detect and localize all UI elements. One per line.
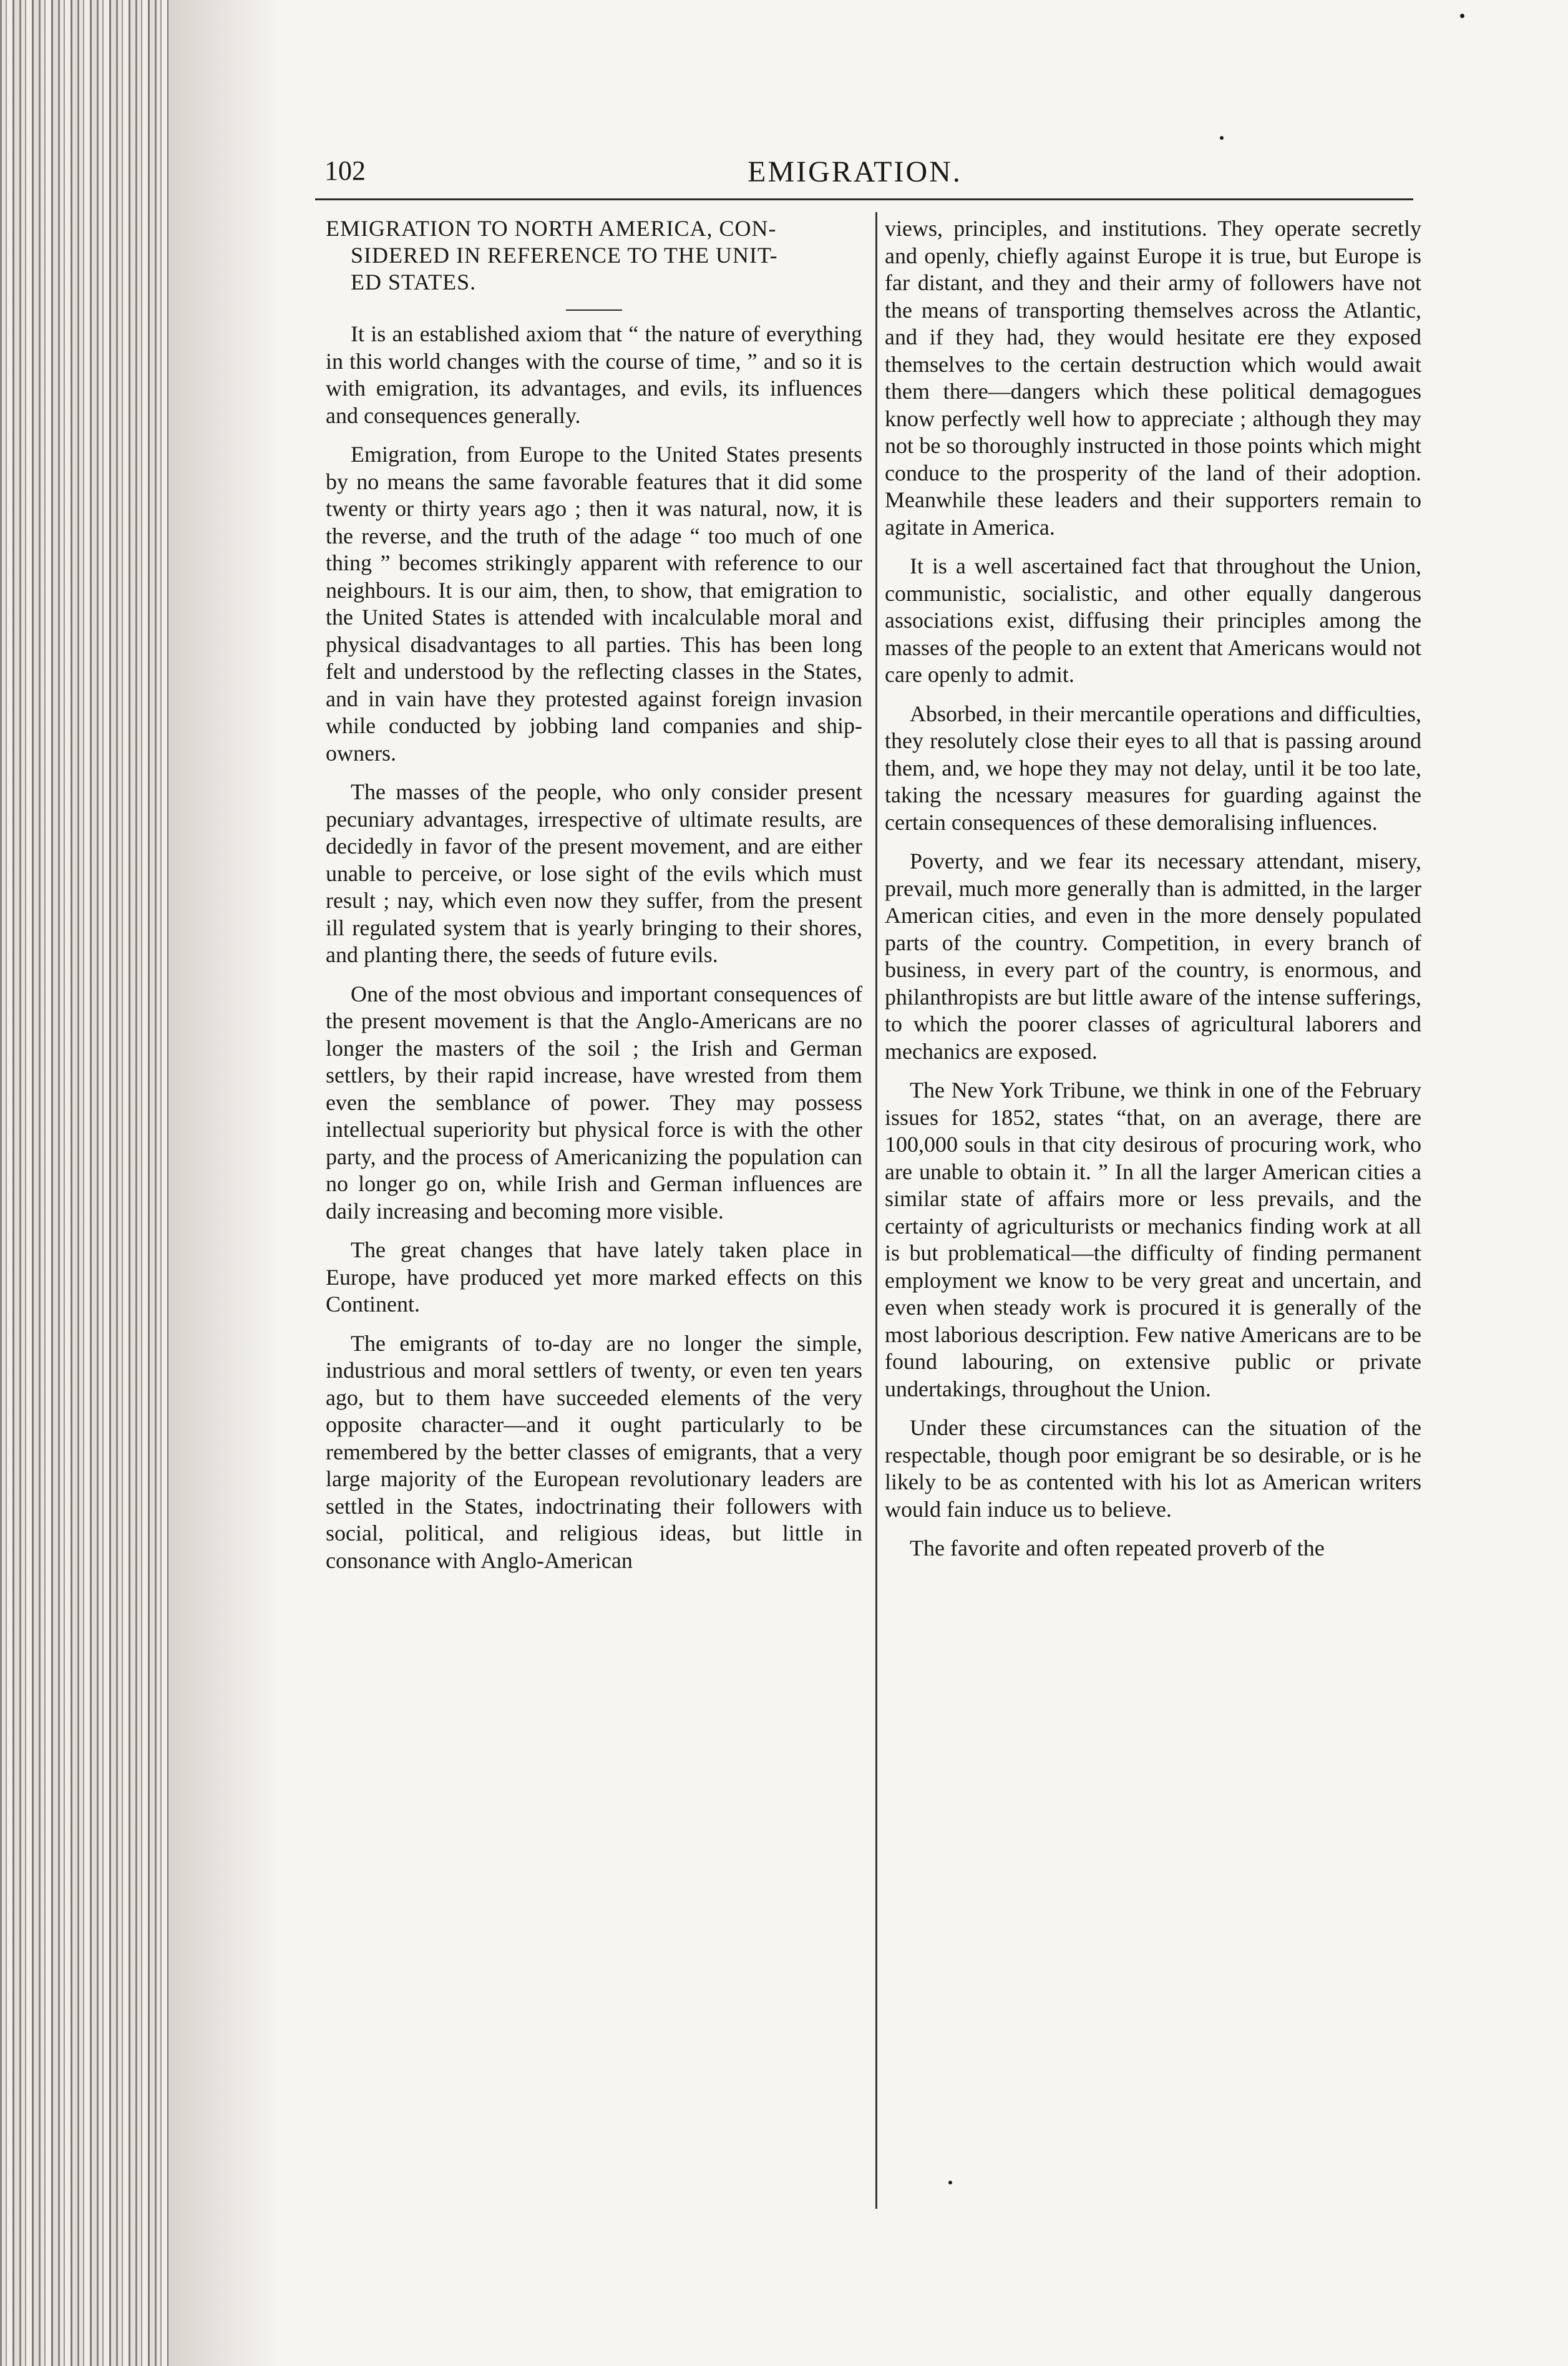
print-speck bbox=[948, 2181, 952, 2184]
page-number: 102 bbox=[324, 155, 366, 186]
column-divider bbox=[875, 212, 877, 2209]
page-header bbox=[324, 155, 1385, 198]
paragraph: One of the most obvious and important consequences of the present movement is that the Anglo-Americans are no longer the masters of the soil ; the Irish and German settlers, by their rapid increase, have wrested from them even the semblance of power. They may possess intellectual superiority but physical force is with the other party, and the process of Americanizing the population can no longer go on, while Irish and German influences are daily increasing and becoming more visible. bbox=[326, 981, 862, 1224]
title-rule bbox=[566, 309, 622, 311]
paragraph: The great changes that have lately taken place in Europe, have produced yet more marked effects on this Continent. bbox=[326, 1237, 862, 1317]
paragraph: Emigration, from Europe to the United States presents by no means the same favorable features that it did some twenty or thirty years ago ; then it was natural, now, it is the reverse, and the truth of the adage “ too much of one thing ” becomes strikingly apparent with reference to our neighbours. It is our aim, then, to show, that emigration to the United States is attended with incalculable moral and physical disadvantages to all parties. This has been long felt and understood by the reflecting classes in the States, and in vain have they protested against foreign invasion while conducted by jobbing land companies and ship-owners. bbox=[326, 442, 862, 766]
right-column bbox=[885, 215, 1421, 1574]
article-title-line: EMIGRATION TO NORTH AMERICA, CON- bbox=[326, 216, 777, 241]
running-head: EMIGRATION. bbox=[747, 155, 962, 188]
scanned-binding-edge bbox=[0, 0, 168, 2366]
paragraph: Poverty, and we fear its necessary attendant, misery, prevail, much more generally than is admitted, in the larger American cities, and even in the more densely populated parts of the country. Competition, in every branch of business, in every part of the country, is enormous, and philanthropists are but little aware of the intense sufferings, to which the poorer classes of agricultural laborers and mechanics are exposed. bbox=[885, 849, 1421, 1064]
paragraph: It is an established axiom that “ the nature of everything in this world changes with the course of time, ” and so it is with emigration, its advantages, and evils, its influences and consequences generally. bbox=[326, 321, 862, 428]
paragraph: The New York Tribune, we think in one of the February issues for 1852, states “that, on an average, there are 100,000 souls in that city desirous of procuring work, who are unable to obtain it. ” In all the larger American cities a similar state of affairs more or less prevails, and the certainty of agriculturists or mechanics finding work at all is but problematical—the difficulty of finding permanent employment we know to be very great and uncertain, and even when steady work is procured it is generally of the most laborious description. Few native Americans are to be found labouring, on extensive public or private undertakings, throughout the Union. bbox=[885, 1078, 1421, 1401]
paragraph: Under these circumstances can the situation of the respectable, though poor emigrant be so desirable, or is he likely to be as contented with his lot as American writers would fain induce us to believe. bbox=[885, 1415, 1421, 1522]
header-rule bbox=[315, 198, 1413, 200]
paragraph: Absorbed, in their mercantile operations and difficulties, they resolutely close their eyes to all that is passing around them, and, we hope they may not delay, until it be too late, taking the ncessary measures for guarding against the certain consequences of these demoralising influences. bbox=[885, 701, 1421, 835]
paragraph: The emigrants of to-day are no longer the simple, industrious and moral settlers of twenty, or even ten years ago, but to them have succeeded elements of the very opposite character—and it ought particularly to be remembered by the better classes of emigrants, that a very large majority of the European revolutionary leaders are settled in the States, indoctrinating their followers with social, political, and religious ideas, but little in consonance with Anglo-American bbox=[326, 1330, 862, 1573]
print-speck bbox=[1460, 14, 1464, 18]
paragraph: The favorite and often repeated proverb of the bbox=[910, 1536, 1325, 1560]
article-title bbox=[326, 215, 862, 296]
paragraph: The masses of the people, who only consider present pecuniary advantages, irrespective of ultimate results, are decidedly in favor of the present movement, and are either unable to perceive, or lose sight of the evils which must result ; nay, which even now they suffer, from the present ill regulated system that is yearly bringing to their shores, and planting there, the seeds of future evils. bbox=[326, 779, 862, 967]
paragraph: views, principles, and institutions. They operate secretly and openly, chiefly against Europe it is true, but Europe is far distant, and they and their army of followers have not the means of transporting themselves across the Atlantic, and if they had, they would hesitate ere they exposed themselves to the certain destruction which would await them there—dangers which these political demagogues know perfectly well how to appreciate ; although they may not be so thoroughly instructed in those points which might conduce to the prosperity of the land of their adoption. Meanwhile these leaders and their supporters remain to agitate in America. bbox=[885, 216, 1421, 540]
binding-shadow bbox=[168, 0, 281, 2366]
paragraph: It is a well ascertained fact that throughout the Union, communistic, socialistic, and other equally dangerous associations exist, diffusing their principles among the masses of the people to an extent that Americans would not care openly to admit. bbox=[885, 553, 1421, 687]
article-title-line: ED STATES. bbox=[351, 270, 477, 295]
left-column bbox=[326, 215, 862, 1586]
article-title-line: SIDERED IN REFERENCE TO THE UNIT- bbox=[351, 243, 778, 268]
print-speck bbox=[1220, 136, 1224, 140]
